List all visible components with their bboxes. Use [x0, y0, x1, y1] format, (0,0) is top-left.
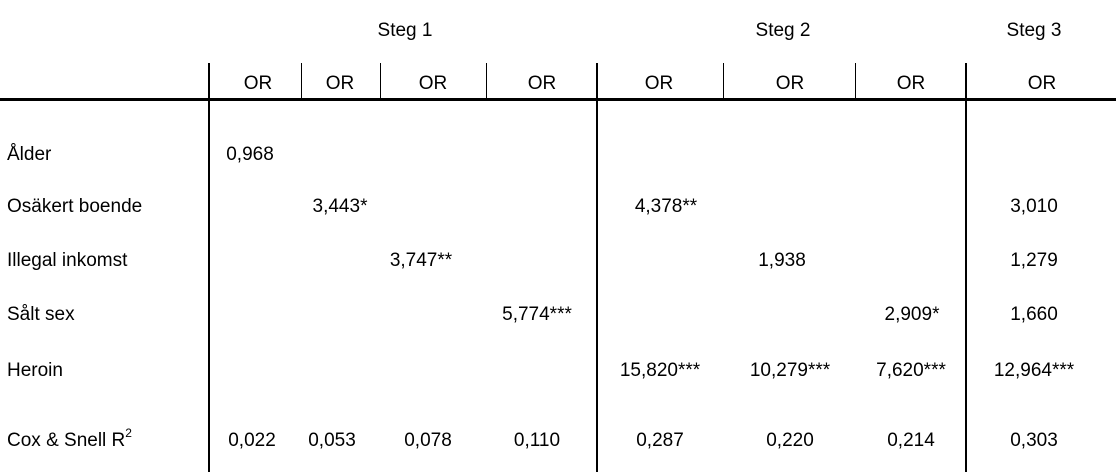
table-cell: 15,820***: [619, 360, 701, 381]
column-header: OR: [896, 73, 926, 94]
column-divider: [208, 63, 210, 472]
row-label-cox-snell: Cox & Snell $R^2$: [7, 426, 132, 451]
row-label: Ålder: [7, 144, 52, 165]
column-header: OR: [325, 73, 355, 94]
table-cell: 0,220: [766, 430, 814, 451]
row-label: Sålt sex: [7, 304, 75, 325]
table-cell: 0,022: [228, 430, 276, 451]
column-divider: [965, 63, 967, 472]
group-header-steg-1: Steg 1: [377, 20, 433, 41]
table-cell: 0,968: [226, 144, 274, 165]
column-header: OR: [644, 73, 674, 94]
group-header-steg-2: Steg 2: [755, 20, 811, 41]
table-cell: 0,110: [513, 430, 561, 451]
table-cell: 2,909*: [884, 304, 940, 325]
table-cell: 0,214: [887, 430, 935, 451]
table-cell: 1,660: [1010, 304, 1058, 325]
table-cell: 3,443*: [312, 196, 368, 217]
table-cell: 1,938: [758, 250, 806, 271]
column-header: OR: [243, 73, 273, 94]
table-cell: 0,078: [404, 430, 452, 451]
header-tick: [301, 63, 302, 98]
column-divider: [596, 63, 598, 472]
table-cell: 7,620***: [876, 360, 946, 381]
group-header-steg-3: Steg 3: [1006, 20, 1062, 41]
column-header: OR: [775, 73, 805, 94]
table-cell: 4,378**: [634, 196, 698, 217]
header-tick: [723, 63, 724, 98]
header-tick: [855, 63, 856, 98]
header-rule: [0, 98, 1116, 101]
column-header: OR: [418, 73, 448, 94]
table-cell: 10,279***: [749, 360, 831, 381]
column-header: OR: [527, 73, 557, 94]
table-cell: 1,279: [1010, 250, 1058, 271]
row-label: Osäkert boende: [7, 196, 143, 217]
table-cell: 5,774***: [502, 304, 572, 325]
table-cell: 3,010: [1010, 196, 1058, 217]
table-cell: 0,287: [636, 430, 684, 451]
header-tick: [380, 63, 381, 98]
row-label: Heroin: [7, 360, 63, 381]
table-cell: 0,303: [1010, 430, 1058, 451]
row-label: Illegal inkomst: [7, 250, 128, 271]
table-cell: 0,053: [308, 430, 356, 451]
table-cell: 12,964***: [993, 360, 1075, 381]
table-cell: 3,747**: [389, 250, 453, 271]
column-header: OR: [1027, 73, 1057, 94]
header-tick: [486, 63, 487, 98]
